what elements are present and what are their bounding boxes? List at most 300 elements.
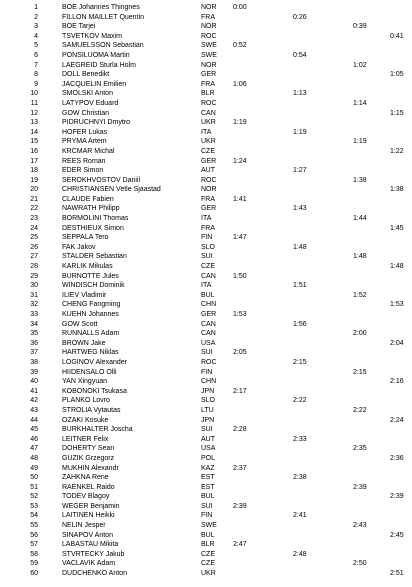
nation-cell: CZE [201,550,215,558]
athlete-name-cell: BURKHALTER Joscha [62,426,133,434]
nation-cell: BUL [201,291,215,299]
nation-cell: NOR [201,186,217,194]
nation-cell: NOR [201,61,217,69]
time-cell: 1:19 [293,128,307,136]
rank-cell: 35 [30,330,38,338]
result-row [0,80,412,90]
rank-cell: 14 [30,128,38,136]
nation-cell: FRA [201,195,215,203]
result-row [0,137,412,147]
rank-cell: 51 [30,483,38,491]
result-row [0,511,412,521]
result-row [0,128,412,138]
result-row [0,291,412,301]
nation-cell: JPN [201,387,215,395]
result-row [0,233,412,243]
result-row [0,61,412,71]
athlete-name-cell: GUZIK Grzegorz [62,454,115,462]
rank-cell: 1 [34,4,38,11]
rank-cell: 40 [30,378,38,386]
nation-cell: AUT [201,167,215,175]
time-cell: 2:37 [233,464,247,472]
result-row [0,281,412,291]
rank-cell: 43 [30,406,38,414]
result-row [0,310,412,320]
athlete-name-cell: LABASTAU Mikita [62,541,119,549]
result-row [0,13,412,23]
time-cell: 1:47 [233,234,247,242]
result-row [0,339,412,349]
nation-cell: EST [201,483,215,491]
nation-cell: NOR [201,4,217,11]
nation-cell: UKR [201,119,216,127]
athlete-name-cell: WINDISCH Dominik [62,282,125,290]
rank-cell: 52 [30,493,38,501]
time-cell: 2:15 [293,358,307,366]
result-row [0,176,412,186]
result-row [0,559,412,569]
result-row [0,195,412,205]
athlete-name-cell: TSVETKOV Maxim [62,32,122,40]
result-row [0,416,412,426]
nation-cell: BUL [201,531,215,539]
nation-cell: BLR [201,90,215,98]
nation-cell: POL [201,454,216,462]
result-row [0,483,412,493]
time-cell: 0:41 [390,32,404,40]
athlete-name-cell: RAENKEL Raido [62,483,115,491]
result-row [0,99,412,109]
nation-cell: FRA [201,80,215,88]
result-row [0,89,412,99]
result-row [0,387,412,397]
athlete-name-cell: FILLON MAILLET Quentin [62,13,144,21]
rank-cell: 4 [34,32,38,40]
athlete-name-cell: RUNNALLS Adam [62,330,120,338]
result-row [0,214,412,224]
result-row [0,3,412,13]
rank-cell: 44 [30,416,38,424]
rank-cell: 32 [30,301,38,309]
athlete-name-cell: HARTWEG Niklas [62,349,119,357]
athlete-name-cell: EDER Simon [62,167,104,175]
athlete-name-cell: SEROKHVOSTOV Daniil [62,176,141,184]
time-cell: 2:24 [390,416,404,424]
rank-cell: 11 [30,99,38,107]
rank-cell: 48 [30,454,38,462]
rank-cell: 13 [30,119,38,127]
time-cell: 1:15 [390,109,404,117]
time-cell: 2:05 [233,349,247,357]
time-cell: 2:45 [390,531,404,539]
rank-cell: 37 [30,349,38,357]
nation-cell: CZE [201,147,215,155]
nation-cell: SLO [201,243,216,251]
result-row [0,329,412,339]
athlete-name-cell: LAITINEN Heikki [62,512,115,520]
result-row [0,70,412,80]
nation-cell: ROC [201,32,217,40]
time-cell: 2:43 [353,522,367,530]
time-cell: 2:22 [353,406,367,414]
time-cell: 1:19 [353,138,367,146]
time-cell: 1:22 [390,147,404,155]
rank-cell: 28 [30,263,38,271]
rank-cell: 31 [30,291,38,299]
nation-cell: SWE [201,51,217,59]
athlete-name-cell: DUDCHENKO Anton [62,570,127,578]
nation-cell: ITA [201,215,212,223]
time-cell: 2:28 [233,426,247,434]
athlete-name-cell: PRYMA Artem [62,138,107,146]
result-row [0,243,412,253]
result-row [0,368,412,378]
nation-cell: FIN [201,234,213,242]
rank-cell: 22 [30,205,38,213]
time-cell: 1:24 [233,157,247,165]
athlete-name-cell: LAEGREID Sturla Holm [62,61,136,69]
nation-cell: CAN [201,109,216,117]
result-row [0,358,412,368]
result-row [0,41,412,51]
time-cell: 1:50 [233,272,247,280]
rank-cell: 59 [30,560,38,568]
time-cell: 2:50 [353,560,367,568]
time-cell: 2:04 [390,339,404,347]
athlete-name-cell: STROLIA Vytautas [62,406,121,414]
nation-cell: ROC [201,358,217,366]
rank-cell: 49 [30,464,38,472]
nation-cell: BUL [201,493,215,501]
rank-cell: 55 [30,522,38,530]
time-cell: 1:13 [293,90,307,98]
time-cell: 1:56 [293,320,307,328]
athlete-name-cell: KRCMAR Michal [62,147,115,155]
athlete-name-cell: TODEV Blagoy [62,493,110,501]
nation-cell: FIN [201,512,213,520]
athlete-name-cell: GOW Christian [62,109,110,117]
nation-cell: GER [201,157,217,165]
time-cell: 2:48 [293,550,307,558]
time-cell: 1:02 [353,61,367,69]
result-row [0,166,412,176]
athlete-name-cell: BOE Tarjei [62,23,96,31]
result-row [0,262,412,272]
athlete-name-cell: YAN Xingyuan [62,378,108,386]
time-cell: 0:52 [233,42,247,50]
time-cell: 1:51 [293,282,307,290]
rank-cell: 56 [30,531,38,539]
time-cell: 1:05 [390,71,404,79]
result-row [0,272,412,282]
result-row [0,109,412,119]
athlete-name-cell: MUKHIN Alexandr [62,464,119,472]
athlete-name-cell: HIIDENSALO Olli [62,368,117,376]
rank-cell: 12 [30,109,38,117]
rank-cell: 39 [30,368,38,376]
result-row [0,348,412,358]
athlete-name-cell: BROWN Jake [62,339,106,347]
result-row [0,185,412,195]
nation-cell: SUI [201,502,213,510]
rank-cell: 6 [34,51,38,59]
time-cell: 2:36 [390,454,404,462]
nation-cell: GER [201,311,217,318]
athlete-name-cell: PIDRUCHNYI Dmytro [62,119,131,127]
rank-cell: 8 [34,71,38,79]
time-cell: 1:14 [353,99,367,107]
athlete-name-cell: REES Roman [62,157,106,165]
results-table [0,3,412,579]
nation-cell: ITA [201,282,212,290]
rank-cell: 7 [34,61,38,69]
athlete-name-cell: OZAKI Kosuke [62,416,109,424]
athlete-name-cell: GOW Scott [62,320,98,328]
rank-cell: 50 [30,474,38,482]
nation-cell: SWE [201,522,217,530]
athlete-name-cell: ZAHKNA Rene [62,474,109,482]
rank-cell: 20 [30,186,38,194]
result-row [0,444,412,454]
athlete-name-cell: LEITNER Felix [62,435,109,443]
rank-cell: 17 [30,157,38,165]
result-row [0,32,412,42]
nation-cell: USA [201,445,216,453]
time-cell: 1:48 [390,263,404,271]
time-cell: 2:39 [233,502,247,510]
athlete-name-cell: SMOLSKI Anton [62,90,113,98]
rank-cell: 33 [30,311,38,318]
time-cell: 2:15 [353,368,367,376]
athlete-name-cell: JACQUELIN Emilien [62,80,127,88]
nation-cell: BLR [201,541,215,549]
nation-cell: SUI [201,253,213,261]
result-row [0,157,412,167]
rank-cell: 57 [30,541,38,549]
nation-cell: FRA [201,224,215,232]
time-cell: 2:00 [353,330,367,338]
rank-cell: 60 [30,570,38,578]
time-cell: 1:41 [233,195,247,203]
result-row [0,377,412,387]
rank-cell: 23 [30,215,38,223]
nation-cell: UKR [201,570,216,578]
rank-cell: 58 [30,550,38,558]
rank-cell: 47 [30,445,38,453]
result-row [0,320,412,330]
athlete-name-cell: KOBONOKI Tsukasa [62,387,127,395]
rank-cell: 9 [34,80,38,88]
rank-cell: 25 [30,234,38,242]
result-row [0,540,412,550]
time-cell: 2:39 [390,493,404,501]
athlete-name-cell: PONSILUOMA Martin [62,51,130,59]
time-cell: 2:22 [293,397,307,405]
athlete-name-cell: KUEHN Johannes [62,311,119,318]
result-row [0,454,412,464]
result-row [0,51,412,61]
athlete-name-cell: CHENG Fangming [62,301,121,309]
athlete-name-cell: SAMUELSSON Sebastian [62,42,144,50]
athlete-name-cell: BURNOTTE Jules [62,272,119,280]
nation-cell: GER [201,71,217,79]
time-cell: 2:47 [233,541,247,549]
nation-cell: GER [201,205,217,213]
nation-cell: ROC [201,176,217,184]
rank-cell: 21 [30,195,38,203]
nation-cell: FRA [201,13,215,21]
rank-cell: 24 [30,224,38,232]
time-cell: 1:38 [353,176,367,184]
result-row [0,300,412,310]
result-row [0,531,412,541]
nation-cell: CZE [201,263,215,271]
time-cell: 2:16 [390,378,404,386]
time-cell: 2:17 [233,387,247,395]
athlete-name-cell: CHRISTIANSEN Vetle Sjaastad [62,186,161,194]
rank-cell: 41 [30,387,38,395]
nation-cell: LTU [201,406,214,414]
result-row [0,406,412,416]
time-cell: 2:39 [353,483,367,491]
result-row [0,118,412,128]
nation-cell: SWE [201,42,217,50]
result-row [0,550,412,560]
result-row [0,464,412,474]
rank-cell: 3 [34,23,38,31]
athlete-name-cell: ILIEV Vladimir [62,291,107,299]
athlete-name-cell: VACLAVIK Adam [62,560,116,568]
athlete-name-cell: PLANKO Lovro [62,397,110,405]
rank-cell: 18 [30,167,38,175]
result-row [0,224,412,234]
athlete-name-cell: KARLIK Mikulas [62,263,113,271]
time-cell: 1:27 [293,167,307,175]
time-cell: 2:38 [293,474,307,482]
nation-cell: NOR [201,23,217,31]
rank-cell: 15 [30,138,38,146]
rank-cell: 54 [30,512,38,520]
athlete-name-cell: LATYPOV Eduard [62,99,119,107]
nation-cell: CAN [201,320,216,328]
rank-cell: 16 [30,147,38,155]
nation-cell: ROC [201,99,217,107]
time-cell: 0:00 [233,4,247,11]
rank-cell: 42 [30,397,38,405]
rank-cell: 53 [30,502,38,510]
time-cell: 1:48 [293,243,307,251]
rank-cell: 5 [34,42,38,50]
nation-cell: JPN [201,416,215,424]
time-cell: 1:43 [293,205,307,213]
time-cell: 1:52 [353,291,367,299]
rank-cell: 27 [30,253,38,261]
nation-cell: CHN [201,301,217,309]
nation-cell: CHN [201,378,217,386]
nation-cell: SLO [201,397,216,405]
rank-cell: 2 [34,13,38,21]
rank-cell: 36 [30,339,38,347]
result-row [0,435,412,445]
athlete-name-cell: WEGER Benjamin [62,502,120,510]
time-cell: 1:06 [233,80,247,88]
result-row [0,569,412,579]
result-row [0,204,412,214]
time-cell: 2:41 [293,512,307,520]
time-cell: 1:38 [390,186,404,194]
time-cell: 0:26 [293,13,307,21]
athlete-name-cell: SEPPALA Tero [62,234,109,242]
athlete-name-cell: BORMOLINI Thomas [62,215,129,223]
athlete-name-cell: CLAUDE Fabien [62,195,114,203]
time-cell: 2:33 [293,435,307,443]
rank-cell: 29 [30,272,38,280]
result-row [0,252,412,262]
time-cell: 1:45 [390,224,404,232]
athlete-name-cell: STALDER Sebastian [62,253,127,261]
result-row [0,521,412,531]
time-cell: 0:54 [293,51,307,59]
rank-cell: 26 [30,243,38,251]
time-cell: 2:51 [390,570,404,578]
rank-cell: 10 [30,90,38,98]
athlete-name-cell: SINAPOV Anton [62,531,113,539]
nation-cell: FIN [201,368,213,376]
rank-cell: 19 [30,176,38,184]
rank-cell: 30 [30,282,38,290]
athlete-name-cell: FAK Jakov [62,243,96,251]
nation-cell: KAZ [201,464,215,472]
result-row [0,492,412,502]
time-cell: 1:44 [353,215,367,223]
result-row [0,473,412,483]
athlete-name-cell: HOFER Lukas [62,128,108,136]
athlete-name-cell: DOHERTY Sean [62,445,115,453]
rank-cell: 38 [30,358,38,366]
athlete-name-cell: STVRTECKY Jakub [62,550,125,558]
rank-cell: 45 [30,426,38,434]
result-row [0,147,412,157]
nation-cell: CAN [201,330,216,338]
athlete-name-cell: DOLL Benedikt [62,71,110,79]
nation-cell: EST [201,474,215,482]
athlete-name-cell: NAWRATH Philipp [62,205,120,213]
athlete-name-cell: BOE Johannes Thingnes [62,4,140,11]
nation-cell: SUI [201,426,213,434]
time-cell: 1:53 [233,311,247,318]
nation-cell: CZE [201,560,215,568]
result-row [0,425,412,435]
time-cell: 1:48 [353,253,367,261]
nation-cell: USA [201,339,216,347]
time-cell: 1:53 [390,301,404,309]
rank-cell: 34 [30,320,38,328]
time-cell: 1:19 [233,119,247,127]
time-cell: 0:39 [353,23,367,31]
athlete-name-cell: DESTHIEUX Simon [62,224,124,232]
time-cell: 2:35 [353,445,367,453]
result-row [0,22,412,32]
nation-cell: UKR [201,138,216,146]
nation-cell: ITA [201,128,212,136]
rank-cell: 46 [30,435,38,443]
result-row [0,502,412,512]
athlete-name-cell: LOGINOV Alexander [62,358,127,366]
athlete-name-cell: NELIN Jesper [62,522,106,530]
nation-cell: CAN [201,272,216,280]
nation-cell: AUT [201,435,215,443]
result-row [0,396,412,406]
